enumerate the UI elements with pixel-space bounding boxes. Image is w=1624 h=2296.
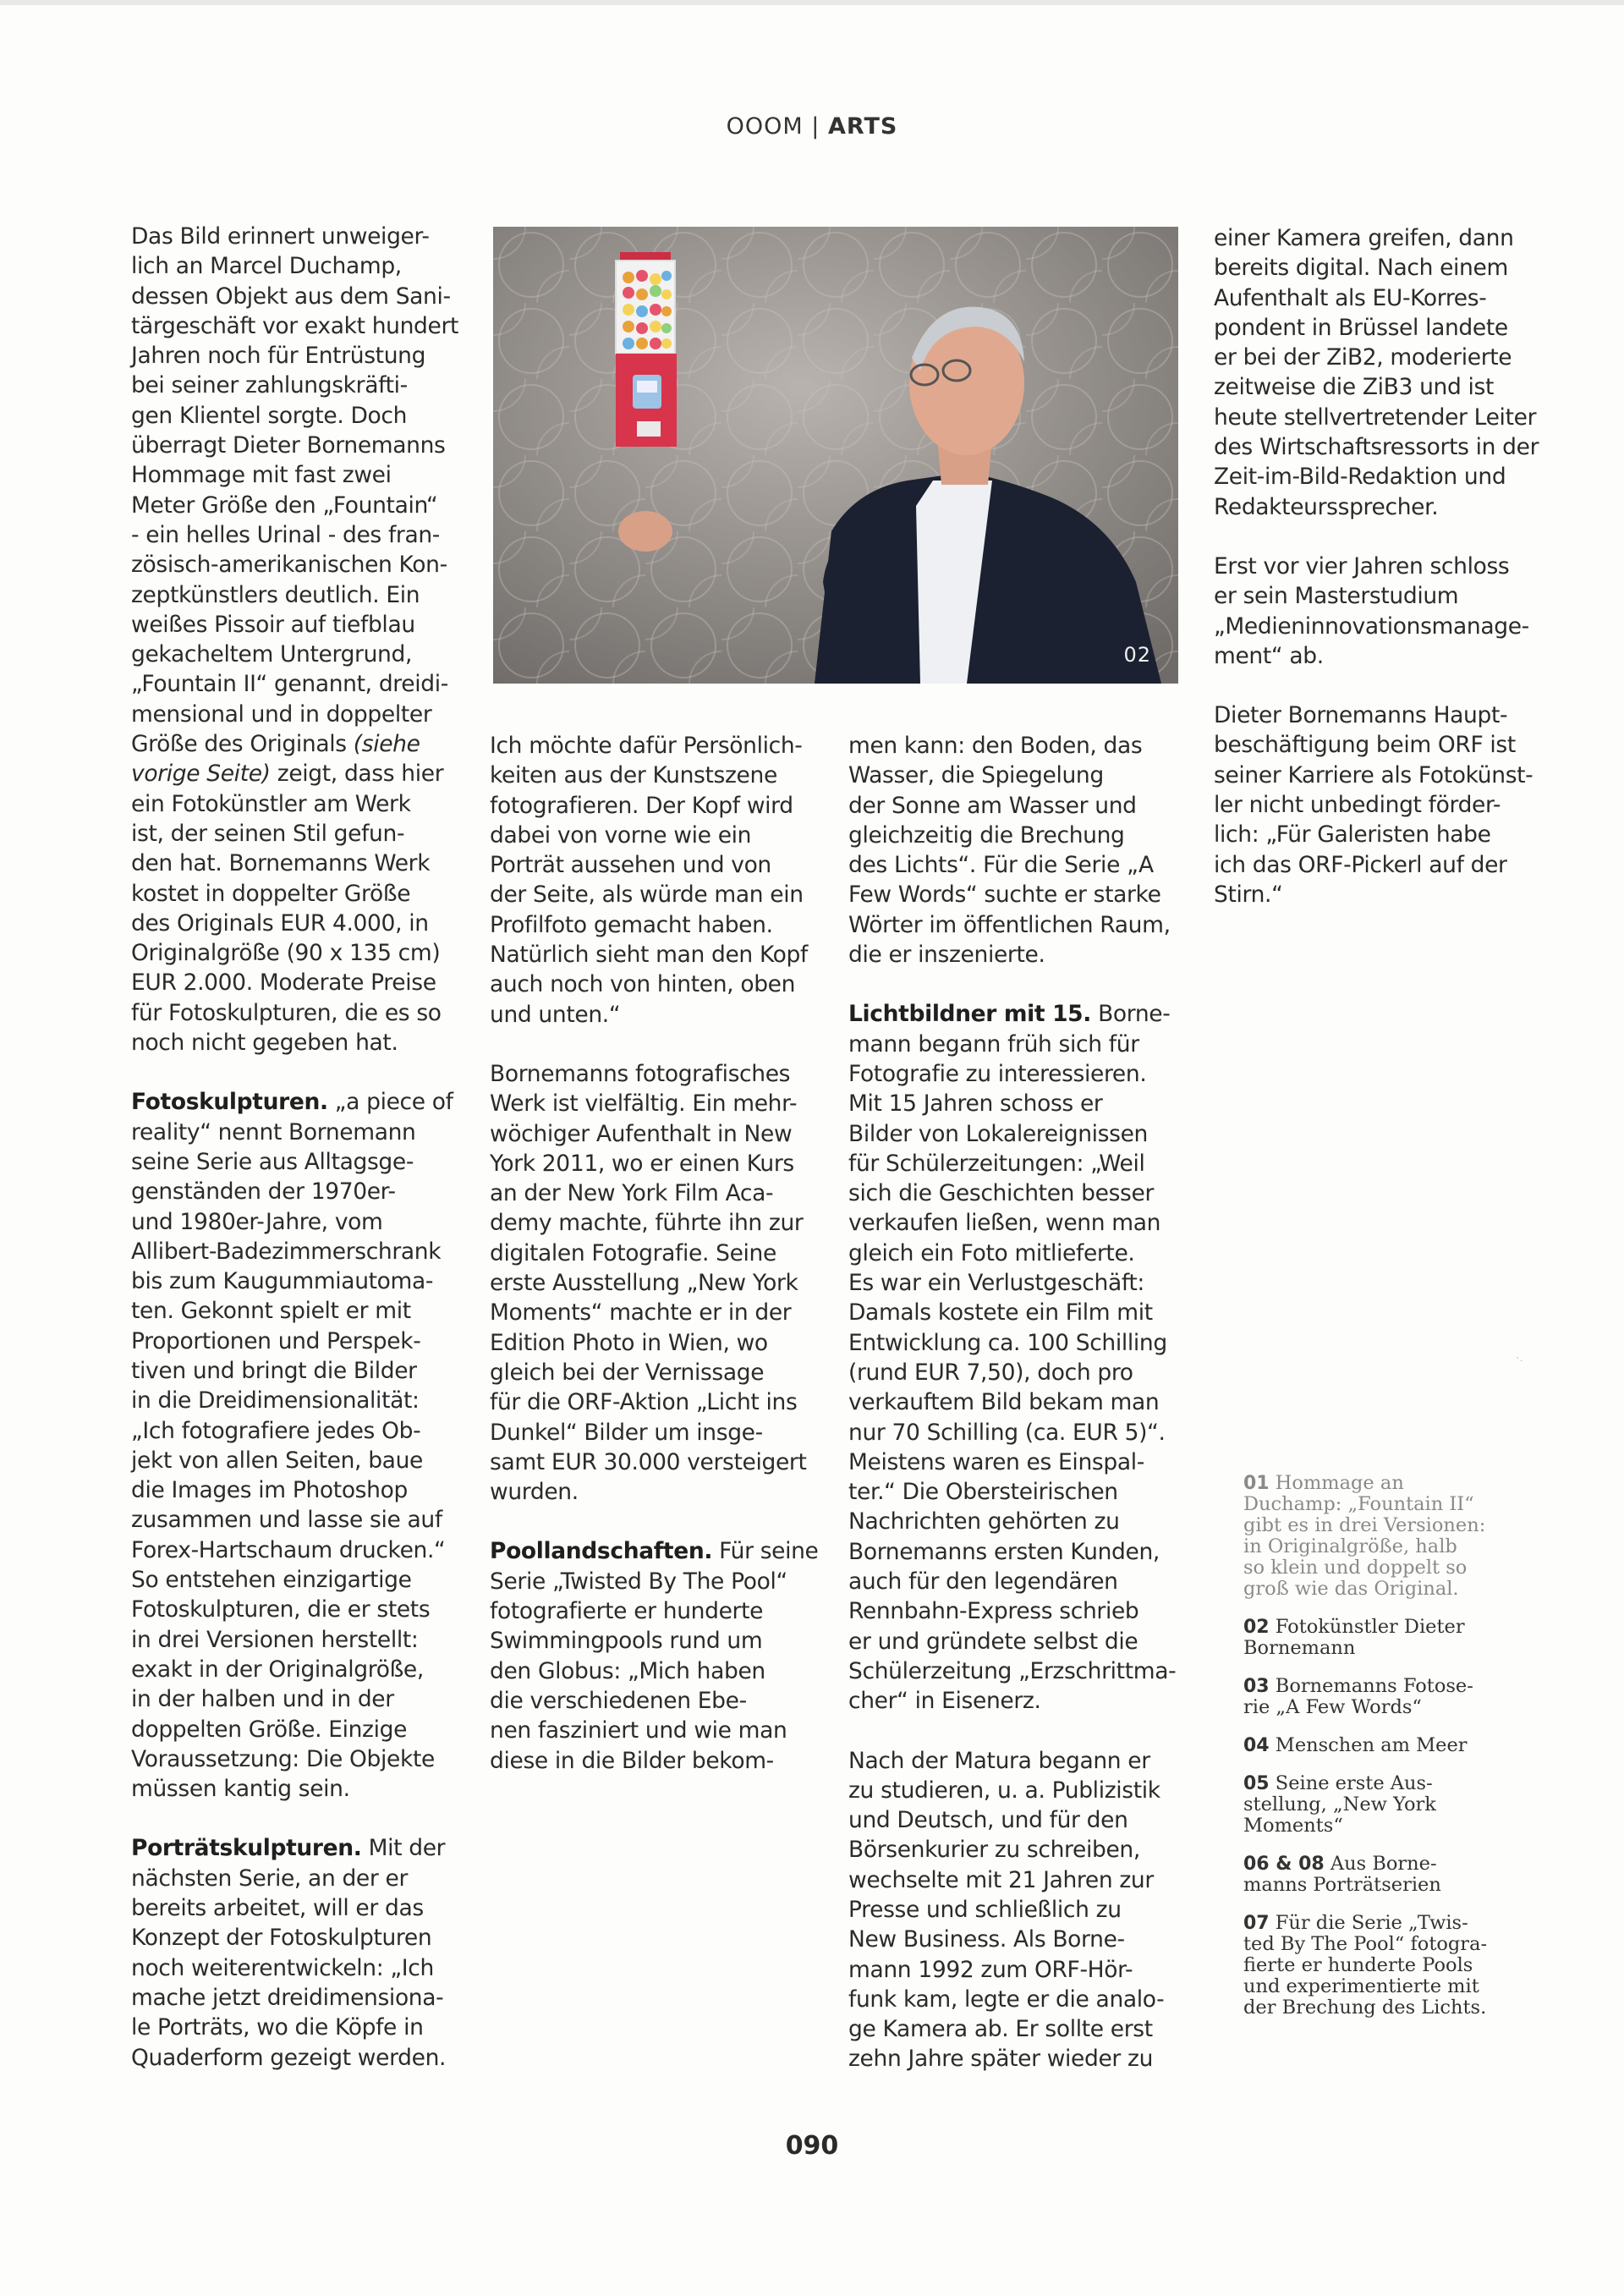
- text-line: Erst vor vier Jahren schloss: [1214, 552, 1510, 579]
- text-line: Presse und schließlich zu: [848, 1896, 1122, 1923]
- text-line: des Originals EUR 4.000, in: [131, 909, 429, 937]
- text-line: mann begann früh sich für: [848, 1030, 1139, 1057]
- photo-illustration: [493, 227, 1178, 684]
- text-line: gen Klientel sorgte. Doch: [131, 402, 408, 429]
- paragraph-lichtbildner: [848, 999, 1182, 1716]
- text-line: dessen Objekt aus dem Sani-: [131, 283, 451, 310]
- caption-line: Bornemann: [1243, 1637, 1356, 1659]
- caption-line: Bornemanns Fotose-: [1275, 1675, 1473, 1697]
- caption-number: 07: [1243, 1913, 1270, 1934]
- paragraph-fotoskulpturen: [131, 1087, 465, 1804]
- text-line: bei seiner zahlungskräfti-: [131, 372, 408, 399]
- caption-number: 02: [1243, 1617, 1270, 1638]
- text-line: Größe des Originals: [131, 731, 354, 758]
- text-line: Dunkel“ Bilder um insge-: [490, 1419, 763, 1446]
- caption-line: Menschen am Meer: [1275, 1734, 1468, 1756]
- paragraph-masterstudium: [1214, 552, 1552, 671]
- paragraph-intro: [131, 222, 465, 1057]
- text-line: Bornemanns ersten Kunden,: [848, 1538, 1160, 1565]
- text-line: ter.“ Die Obersteirischen: [848, 1479, 1118, 1506]
- caption-02: [1243, 1617, 1548, 1659]
- header-separator: |: [811, 113, 820, 140]
- text-line: Damals kostete ein Film mit: [848, 1299, 1153, 1327]
- text-line: seiner Karriere als Fotokünst-: [1214, 761, 1533, 788]
- caption-line: in Originalgröße, halb: [1243, 1535, 1457, 1557]
- text-line: einer Kamera greifen, dann: [1214, 225, 1514, 251]
- subhead-fotoskulpturen: Fotoskulpturen.: [131, 1089, 328, 1116]
- text-line: So entstehen einzigartige: [131, 1567, 412, 1594]
- text-column-4: [1214, 223, 1552, 909]
- text-line: Few Words“ suchte er starke: [848, 882, 1161, 909]
- text-line: des Wirtschaftsressorts in der: [1214, 434, 1539, 461]
- text-line: Fotoskulpturen, die er stets: [131, 1596, 431, 1623]
- caption-line: Fotokünstler Dieter: [1275, 1616, 1465, 1638]
- paragraph-matura: [848, 1746, 1182, 2074]
- paragraph-portraetskulpturen: [131, 1833, 465, 2072]
- caption-01: [1243, 1473, 1548, 1600]
- text-line: verkauftem Bild bekam man: [848, 1389, 1160, 1416]
- text-line: ler nicht unbedingt förder-: [1214, 792, 1501, 819]
- text-line: nächsten Serie, an der er: [131, 1865, 409, 1892]
- text-line: Börsenkurier zu schreiben,: [848, 1837, 1140, 1864]
- text-line: wurden.: [490, 1479, 579, 1506]
- text-line: Entwicklung ca. 100 Schilling: [848, 1329, 1167, 1356]
- paragraph-kamera: [1214, 223, 1552, 522]
- image-captions: [1243, 1473, 1548, 2035]
- caption-line: rie „A Few Words“: [1243, 1696, 1422, 1718]
- text-line-italic: (siehe: [353, 731, 420, 758]
- text-line: und 1980er-Jahre, vom: [131, 1208, 383, 1235]
- text-line: und Deutsch, und für den: [848, 1807, 1128, 1834]
- caption-line: groß wie das Original.: [1243, 1578, 1459, 1600]
- text-line: Für seine: [712, 1538, 819, 1565]
- subhead-portraetskulpturen: Porträtskulpturen.: [131, 1835, 362, 1862]
- text-line: Forex-Hartschaum drucken.“: [131, 1536, 446, 1563]
- text-line: digitalen Fotografie. Seine: [490, 1239, 776, 1266]
- text-line: er und gründete selbst die: [848, 1628, 1138, 1655]
- caption-line: der Brechung des Lichts.: [1243, 1997, 1487, 2019]
- text-line: beschäftigung beim ORF ist: [1214, 732, 1516, 759]
- caption-line: Aus Borne-: [1330, 1853, 1437, 1875]
- caption-line: gibt es in drei Versionen:: [1243, 1514, 1486, 1536]
- text-line: mensional und in doppelter: [131, 700, 432, 728]
- text-line: Profilfoto gemacht haben.: [490, 911, 773, 938]
- text-line: zehn Jahre später wieder zu: [848, 2046, 1154, 2073]
- paragraph-pool-cont: [848, 731, 1182, 969]
- page-number: 090: [785, 2131, 839, 2161]
- section-name: ARTS: [828, 113, 898, 140]
- page-header: [0, 113, 1624, 140]
- text-line: noch weiterentwickeln: „Ich: [131, 1954, 434, 1981]
- caption-line: fierte er hunderte Pools: [1243, 1954, 1473, 1976]
- text-line-italic: vorige Seite): [131, 761, 271, 788]
- text-line: gleich ein Foto mitlieferte.: [848, 1239, 1135, 1266]
- text-line: erste Ausstellung „New York: [490, 1270, 798, 1297]
- text-line: gleichzeitig die Brechung: [848, 821, 1125, 849]
- text-line: in der halben und in der: [131, 1686, 394, 1713]
- text-line: „Medieninnovationsmanage-: [1214, 612, 1529, 640]
- text-line: pondent in Brüssel landete: [1214, 314, 1508, 341]
- text-line: zusammen und lasse sie auf: [131, 1507, 442, 1534]
- text-line: Meistens waren es Einspal-: [848, 1448, 1144, 1475]
- caption-line: und experimentierte mit: [1243, 1975, 1479, 1997]
- text-line: nur 70 Schilling (ca. EUR 5)“.: [848, 1419, 1166, 1446]
- text-line: für Schülerzeitungen: „Weil: [848, 1150, 1145, 1177]
- caption-06-08: [1243, 1854, 1548, 1896]
- text-line: samt EUR 30.000 versteigert: [490, 1448, 807, 1475]
- caption-line: Für die Serie „Twis-: [1275, 1912, 1468, 1934]
- text-line: „Ich fotografiere jedes Ob-: [131, 1417, 421, 1444]
- paragraph-poollandschaften: [490, 1536, 819, 1775]
- text-line: Edition Photo in Wien, wo: [490, 1329, 768, 1356]
- text-line: jekt von allen Seiten, baue: [131, 1447, 423, 1474]
- text-line: „Fountain II“ genannt, dreidi-: [131, 671, 448, 698]
- text-line: der Sonne am Wasser und: [848, 792, 1137, 819]
- text-line: Voraussetzung: Die Objekte: [131, 1745, 435, 1772]
- text-line: ge Kamera ab. Er sollte erst: [848, 2016, 1153, 2043]
- caption-number: 03: [1243, 1676, 1270, 1697]
- text-line: zeitweise die ZiB3 und ist: [1214, 374, 1495, 401]
- text-line: mann 1992 zum ORF-Hör-: [848, 1956, 1133, 1983]
- subhead-poollandschaften: Poollandschaften.: [490, 1538, 713, 1565]
- text-line: Redakteurssprecher.: [1214, 493, 1439, 520]
- text-line: Nachrichten gehörten zu: [848, 1508, 1120, 1535]
- text-line: gleich bei der Vernissage: [490, 1359, 765, 1386]
- text-line: seine Serie aus Alltagsge-: [131, 1148, 414, 1175]
- text-line: Nach der Matura begann er: [848, 1747, 1150, 1774]
- print-speck: ˋ·: [1516, 1357, 1523, 1366]
- text-line: zeptkünstlers deutlich. Ein: [131, 581, 420, 608]
- caption-line: Hommage an: [1275, 1472, 1404, 1494]
- text-column-1: [131, 222, 465, 2073]
- text-line: - ein helles Urinal - des fran-: [131, 521, 441, 548]
- text-line: Schülerzeitung „Erzschrittma-: [848, 1657, 1177, 1684]
- text-line: tärgeschäft vor exakt hundert: [131, 312, 459, 339]
- text-line: „a piece of: [327, 1089, 453, 1116]
- text-line: tiven und bringt die Bilder: [131, 1357, 417, 1384]
- text-line: den hat. Bornemanns Werk: [131, 850, 431, 877]
- text-line: er bei der ZiB2, moderierte: [1214, 344, 1512, 371]
- text-column-2: [490, 731, 819, 1776]
- subhead-lichtbildner: Lichtbildner mit 15.: [848, 1001, 1091, 1028]
- text-line: müssen kantig sein.: [131, 1776, 350, 1803]
- text-line: er sein Masterstudium: [1214, 583, 1459, 610]
- text-line: sich die Geschichten besser: [848, 1180, 1155, 1207]
- text-line: nen fasziniert und wie man: [490, 1717, 787, 1744]
- caption-line: Moments“: [1243, 1815, 1343, 1837]
- text-line: ich das ORF-Pickerl auf der: [1214, 851, 1507, 878]
- text-line: die er inszenierte.: [848, 942, 1045, 969]
- text-line: überragt Dieter Bornemanns: [131, 432, 446, 459]
- text-line: Originalgröße (90 x 135 cm): [131, 940, 441, 967]
- caption-07: [1243, 1913, 1548, 2019]
- paragraph-quote-cont: [490, 731, 815, 1030]
- caption-line: so klein und doppelt so: [1243, 1557, 1468, 1579]
- text-line: Swimmingpools rund um: [490, 1628, 763, 1655]
- text-line: Serie „Twisted By The Pool“: [490, 1568, 787, 1595]
- text-line: auch noch von hinten, oben: [490, 971, 796, 998]
- text-line: New Business. Als Borne-: [848, 1926, 1125, 1953]
- text-line: Fotografie zu interessieren.: [848, 1060, 1147, 1087]
- text-line: demy machte, führte ihn zur: [490, 1210, 804, 1237]
- photo-number: 02: [1123, 643, 1151, 667]
- caption-line: stellung, „New York: [1243, 1793, 1436, 1815]
- caption-number: 06 & 08: [1243, 1854, 1325, 1875]
- text-line: bereits arbeitet, will er das: [131, 1895, 424, 1922]
- text-line: weißes Pissoir auf tiefblau: [131, 611, 415, 638]
- text-line: Allibert-Badezimmerschrank: [131, 1238, 442, 1265]
- text-line: genständen der 1970er-: [131, 1178, 396, 1206]
- text-line: Wörter im öffentlichen Raum,: [848, 911, 1171, 938]
- text-line: für die ORF-Aktion „Licht ins: [490, 1389, 798, 1416]
- text-line: fotografierte er hunderte: [490, 1598, 764, 1625]
- text-line: ment“ ab.: [1214, 642, 1324, 669]
- text-line: zeigt, dass hier: [270, 761, 444, 788]
- text-line: auch für den legendären: [848, 1568, 1118, 1596]
- text-line: Werk ist vielfältig. Ein mehr-: [490, 1090, 798, 1118]
- text-line: heute stellvertretender Leiter: [1214, 404, 1537, 431]
- portrait-photo: [493, 227, 1178, 684]
- text-line: Proportionen und Perspek-: [131, 1327, 421, 1354]
- text-line: Jahren noch für Entrüstung: [131, 343, 426, 370]
- text-line: doppelten Größe. Einzige: [131, 1716, 408, 1743]
- text-line: der Seite, als würde man ein: [490, 882, 804, 909]
- text-line: Borne-: [1091, 1001, 1171, 1028]
- text-line: lich an Marcel Duchamp,: [131, 253, 402, 280]
- caption-number: 01: [1243, 1473, 1270, 1494]
- text-line: die verschiedenen Ebe-: [490, 1687, 747, 1714]
- text-column-3: [848, 731, 1182, 2074]
- text-line: Zeit-im-Bild-Redaktion und: [1214, 464, 1506, 491]
- text-line: Moments“ machte er in der: [490, 1299, 792, 1327]
- text-line: in drei Versionen herstellt:: [131, 1626, 419, 1653]
- text-line: keiten aus der Kunstszene: [490, 762, 777, 789]
- text-line: dabei von vorne wie ein: [490, 821, 752, 849]
- text-line: und unten.“: [490, 1001, 621, 1028]
- text-line: bereits digital. Nach einem: [1214, 255, 1508, 282]
- text-line: in die Dreidimensionalität:: [131, 1387, 420, 1414]
- text-line: fotografieren. Der Kopf wird: [490, 792, 793, 819]
- text-line: lich: „Für Galeristen habe: [1214, 821, 1491, 849]
- caption-number: 04: [1243, 1735, 1270, 1756]
- text-line: le Porträts, wo die Köpfe in: [131, 2014, 424, 2041]
- caption-line: ted By The Pool“ fotogra-: [1243, 1933, 1488, 1955]
- text-line: ist, der seinen Stil gefun-: [131, 820, 405, 847]
- text-line: Porträt aussehen und von: [490, 852, 771, 879]
- text-line: Stirn.“: [1214, 881, 1283, 908]
- text-line: (rund EUR 7,50), doch pro: [848, 1359, 1133, 1386]
- text-line: Aufenthalt als EU-Korres-: [1214, 284, 1487, 311]
- text-line: noch nicht gegeben hat.: [131, 1030, 398, 1057]
- text-line: die Images im Photoshop: [131, 1477, 408, 1504]
- text-line: Das Bild erinnert unweiger-: [131, 223, 430, 250]
- text-line: Quaderform gezeigt werden.: [131, 2044, 447, 2071]
- text-line: Mit der: [361, 1835, 446, 1862]
- text-line: cher“ in Eisenerz.: [848, 1688, 1041, 1715]
- text-line: exakt in der Originalgröße,: [131, 1656, 424, 1683]
- paragraph-hauptbeschaeftigung: [1214, 700, 1552, 909]
- caption-line: Seine erste Aus-: [1275, 1772, 1433, 1794]
- text-line: ein Fotokünstler am Werk: [131, 790, 411, 817]
- paragraph-werk: [490, 1059, 815, 1507]
- caption-line: manns Porträtserien: [1243, 1874, 1441, 1896]
- text-line: verkaufen ließen, wenn man: [848, 1210, 1161, 1237]
- text-line: für Fotoskulpturen, die es so: [131, 999, 442, 1026]
- text-line: des Lichts“. Für die Serie „A: [848, 852, 1154, 879]
- text-line: Ich möchte dafür Persönlich-: [490, 733, 803, 759]
- caption-04: [1243, 1735, 1548, 1756]
- text-line: men kann: den Boden, das: [848, 733, 1143, 759]
- text-line: bis zum Kaugummiautoma-: [131, 1268, 434, 1295]
- text-line: Natürlich sieht man den Kopf: [490, 942, 808, 969]
- text-line: Es war ein Verlustgeschäft:: [848, 1270, 1144, 1297]
- caption-03: [1243, 1676, 1548, 1718]
- text-line: gekacheltem Untergrund,: [131, 641, 413, 668]
- text-line: Mit 15 Jahren schoss er: [848, 1090, 1103, 1118]
- text-line: an der New York Film Aca-: [490, 1180, 774, 1207]
- text-line: Meter Größe den „Fountain“: [131, 492, 438, 519]
- text-line: zu studieren, u. a. Publizistik: [848, 1777, 1160, 1804]
- text-line: wöchiger Aufenthalt in New: [490, 1120, 793, 1147]
- text-line: reality“ nennt Bornemann: [131, 1118, 416, 1145]
- brand-name: OOOM: [726, 113, 804, 140]
- text-line: Wasser, die Spiegelung: [848, 762, 1104, 789]
- text-line: York 2011, wo er einen Kurs: [490, 1150, 794, 1177]
- text-line: EUR 2.000. Moderate Preise: [131, 969, 436, 997]
- text-line: diese in die Bilder bekom-: [490, 1747, 774, 1774]
- text-line: Bilder von Lokalereignissen: [848, 1120, 1148, 1147]
- text-line: mache jetzt dreidimensiona-: [131, 1984, 444, 2011]
- text-line: funk kam, legte er die analo-: [848, 1986, 1165, 2013]
- text-line: den Globus: „Mich haben: [490, 1657, 765, 1684]
- text-line: Dieter Bornemanns Haupt-: [1214, 702, 1508, 729]
- top-edge: [0, 0, 1624, 5]
- caption-05: [1243, 1773, 1548, 1837]
- caption-line: Duchamp: „Fountain II“: [1243, 1493, 1474, 1515]
- text-line: Rennbahn-Express schrieb: [848, 1598, 1139, 1625]
- text-line: ten. Gekonnt spielt er mit: [131, 1298, 411, 1325]
- caption-number: 05: [1243, 1773, 1270, 1794]
- text-line: wechselte mit 21 Jahren zur: [848, 1866, 1154, 1893]
- text-line: kostet in doppelter Größe: [131, 880, 411, 907]
- text-line: zösisch-amerikanischen Kon-: [131, 552, 447, 579]
- text-line: Hommage mit fast zwei: [131, 462, 392, 489]
- text-line: Bornemanns fotografisches: [490, 1060, 791, 1087]
- text-line: Konzept der Fotoskulpturen: [131, 1925, 432, 1952]
